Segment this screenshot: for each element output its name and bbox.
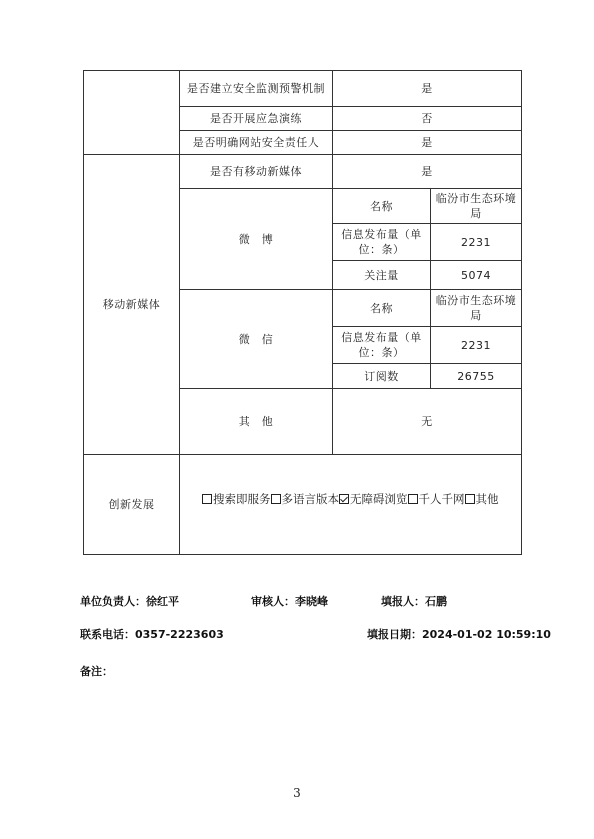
section-mobile-media: 移动新媒体	[84, 155, 180, 455]
weibo-name-label: 名称	[333, 189, 431, 224]
innovation-option-label: 千人千网	[418, 492, 465, 506]
wechat-name-label: 名称	[333, 290, 431, 327]
wechat-posts-value: 2231	[431, 327, 522, 364]
other-value: 无	[333, 389, 522, 455]
page-number: 3	[293, 786, 301, 800]
unchecked-checkbox-icon	[408, 494, 418, 504]
wechat-posts-label: 信息发布量（单位：条）	[333, 327, 431, 364]
footer-remark: 备注：	[80, 665, 113, 678]
weibo-posts-label: 信息发布量（单位：条）	[333, 224, 431, 261]
wechat-label: 微 信	[180, 290, 333, 389]
weibo-followers-label: 关注量	[333, 261, 431, 290]
row-label-monitor: 是否建立安全监测预警机制	[180, 71, 333, 107]
footer-filler: 填报人：石鹏	[381, 595, 447, 608]
row-value-monitor: 是	[333, 71, 522, 107]
unchecked-checkbox-icon	[202, 494, 212, 504]
wechat-subs-value: 26755	[431, 364, 522, 389]
innovation-option-label: 多语言版本	[281, 492, 339, 506]
row-label-has-mobile: 是否有移动新媒体	[180, 155, 333, 189]
footer-reviewer: 审核人：李晓峰	[251, 595, 328, 608]
weibo-name-value: 临汾市生态环境局	[431, 189, 522, 224]
innovation-options	[180, 455, 522, 555]
weibo-followers-value: 5074	[431, 261, 522, 290]
row-value-drill: 否	[333, 107, 522, 131]
checked-checkbox-icon	[339, 494, 349, 504]
wechat-subs-label: 订阅数	[333, 364, 431, 389]
weibo-label: 微 博	[180, 189, 333, 290]
innovation-option-label: 其他	[475, 492, 499, 506]
footer-date: 填报日期：2024-01-02 10:59:10	[367, 628, 551, 641]
section-innovation: 创新发展	[84, 455, 180, 555]
row-label-drill: 是否开展应急演练	[180, 107, 333, 131]
section-cell-empty	[84, 71, 180, 155]
report-table	[83, 70, 522, 555]
row-value-has-mobile: 是	[333, 155, 522, 189]
footer-phone: 联系电话：0357-2223603	[80, 628, 224, 641]
unchecked-checkbox-icon	[271, 494, 281, 504]
weibo-posts-value: 2231	[431, 224, 522, 261]
row-label-owner: 是否明确网站安全责任人	[180, 131, 333, 155]
unchecked-checkbox-icon	[465, 494, 475, 504]
footer-leader: 单位负责人：徐红平	[80, 595, 179, 608]
row-value-owner: 是	[333, 131, 522, 155]
innovation-option-label: 搜索即服务	[213, 492, 271, 506]
other-label: 其 他	[180, 389, 333, 455]
wechat-name-value: 临汾市生态环境局	[431, 290, 522, 327]
innovation-option-label: 无障碍浏览	[350, 492, 408, 506]
